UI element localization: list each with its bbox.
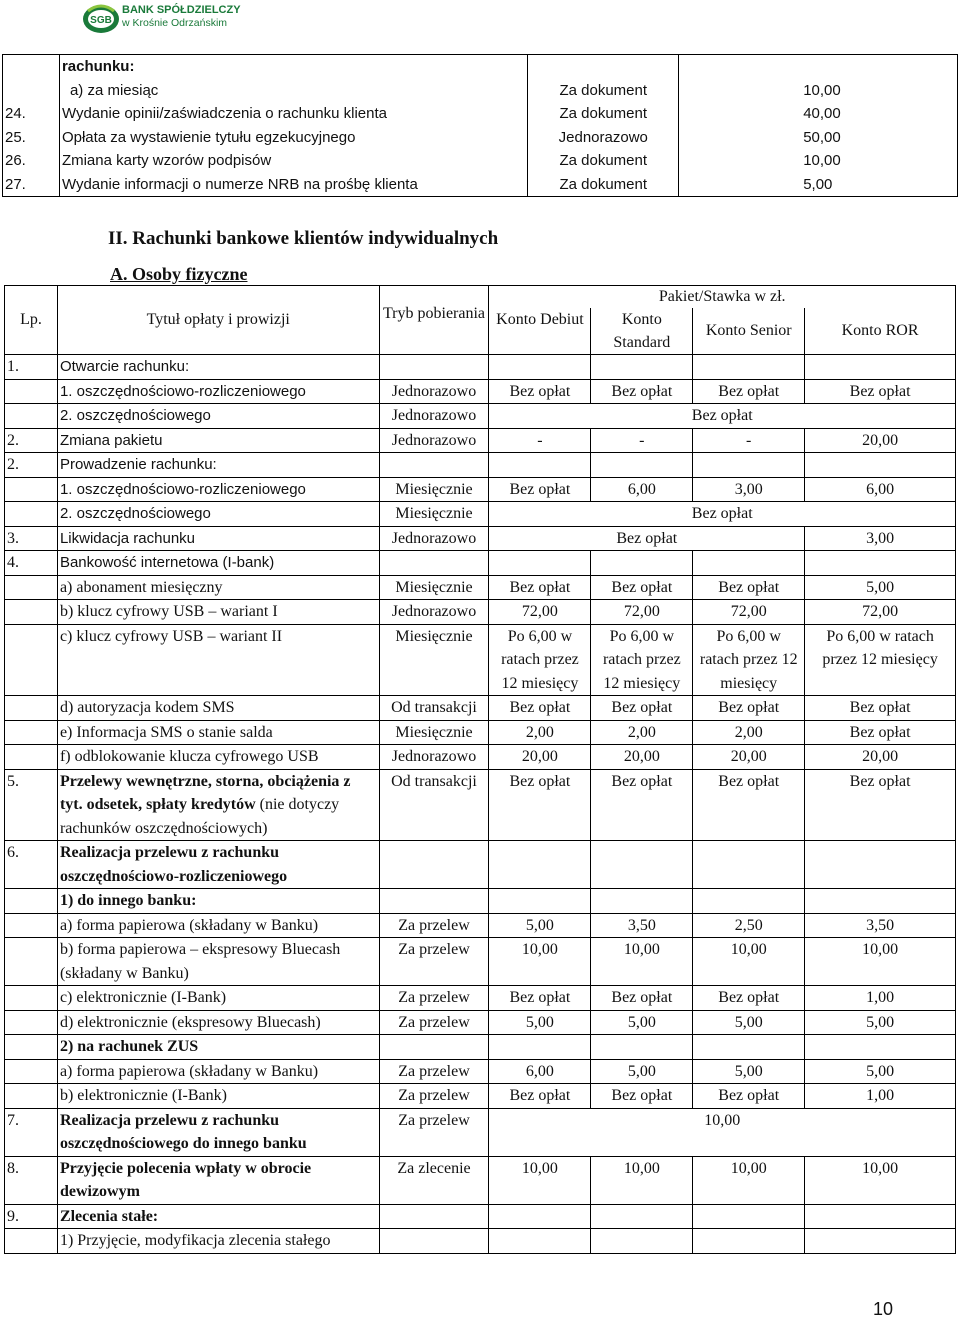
table-row (5, 696, 956, 721)
row-title: Otwarcie rachunku: (57, 355, 379, 380)
table-row (5, 526, 956, 551)
row-value-standard (591, 1204, 693, 1229)
row-value-ror (805, 453, 956, 478)
row-value-senior (693, 453, 805, 478)
table-row (5, 477, 956, 502)
row-mode (528, 55, 679, 79)
row-number (5, 404, 58, 429)
row-title (57, 769, 379, 841)
row-mode (379, 355, 489, 380)
row-mode: Miesięcznie (379, 477, 489, 502)
row-number: 26. (3, 149, 60, 173)
row-value-ror: 1,00 (805, 986, 956, 1011)
row-value-debiut (489, 1229, 591, 1254)
row-value-senior: 2,50 (693, 913, 805, 938)
page-number: 10 (873, 1299, 894, 1319)
row-number: 3. (5, 526, 58, 551)
row-value-debiut: Bez opłat (489, 1084, 591, 1109)
row-number (5, 502, 58, 527)
row-number (5, 745, 58, 770)
row-mode: Od transakcji (379, 769, 489, 841)
row-value-standard: 3,50 (591, 913, 693, 938)
row-mode: Za przelew (379, 1084, 489, 1109)
row-title: 1. oszczędnościowo-rozliczeniowego (57, 477, 379, 502)
table-row (5, 453, 956, 478)
row-title: 1) do innego banku: (57, 889, 379, 914)
row-value-senior (693, 1035, 805, 1060)
row-number: 2. (5, 453, 58, 478)
row-title: rachunku: (59, 55, 527, 79)
row-number: 24. (3, 102, 60, 126)
row-number (5, 624, 58, 696)
row-value-senior (693, 551, 805, 576)
table-row (5, 502, 956, 527)
table-row (5, 1035, 956, 1060)
fee-table-individuals (4, 285, 956, 1254)
row-mode: Za zlecenie (379, 1156, 489, 1204)
row-value-ror: 20,00 (805, 745, 956, 770)
row-value-standard: Bez opłat (591, 986, 693, 1011)
row-value-ror (805, 551, 956, 576)
row-title: Wydanie informacji o numerze NRB na prośbę klienta (59, 173, 527, 197)
row-value-debiut: Bez opłat (489, 696, 591, 721)
row-mode: Za przelew (379, 1010, 489, 1035)
row-title: a) forma papierowa (składany w Banku) (57, 1059, 379, 1084)
row-mode: Jednorazowo (379, 428, 489, 453)
row-value-debiut: Bez opłat (489, 379, 591, 404)
row-value-debiut: Bez opłat (489, 986, 591, 1011)
row-title: e) Informacja SMS o stanie salda (57, 720, 379, 745)
row-title: Wydanie opinii/zaświadczenia o rachunku klienta (59, 102, 527, 126)
row-value-debiut (489, 453, 591, 478)
row-value-standard: 5,00 (591, 1010, 693, 1035)
row-value-standard: Bez opłat (591, 575, 693, 600)
row-number (5, 575, 58, 600)
row-mode: Od transakcji (379, 696, 489, 721)
row-value-standard (591, 889, 693, 914)
row-title: b) elektronicznie (I-Bank) (57, 1084, 379, 1109)
row-value-debiut-senior: Bez opłat (489, 526, 805, 551)
row-mode (379, 1035, 489, 1060)
table-header-row (5, 286, 956, 309)
row-value-ror: 6,00 (805, 477, 956, 502)
row-value-debiut: 5,00 (489, 1010, 591, 1035)
table-row (3, 55, 958, 79)
table-row (5, 841, 956, 889)
row-value-debiut: 72,00 (489, 600, 591, 625)
row-value-senior (693, 841, 805, 889)
row-mode: Za przelew (379, 913, 489, 938)
row-number (5, 1035, 58, 1060)
row-value-debiut (489, 355, 591, 380)
row-value-standard (591, 355, 693, 380)
row-number (5, 379, 58, 404)
row-title-bold: Przelewy wewnętrzne, storna, obciążenia z tyt. odsetek, spłaty kredytów (59, 772, 351, 813)
row-mode: Jednorazowo (528, 126, 679, 150)
row-amount (679, 55, 958, 79)
row-number: 25. (3, 126, 60, 150)
row-amount: 10,00 (679, 149, 958, 173)
row-value-ror (805, 1035, 956, 1060)
row-mode: Za przelew (379, 1108, 489, 1156)
row-value-standard: 6,00 (591, 477, 693, 502)
row-value-senior: 3,00 (693, 477, 805, 502)
row-value-debiut (489, 889, 591, 914)
row-number: 27. (3, 173, 60, 197)
row-value-senior (693, 889, 805, 914)
row-title-note: (nie dotyczy rachunków oszczędnościowych) (59, 796, 340, 837)
row-title: d) elektronicznie (ekspresowy Bluecash) (57, 1010, 379, 1035)
row-mode: Miesięcznie (379, 575, 489, 600)
table-row (3, 79, 958, 103)
row-title: 1. oszczędnościowo-rozliczeniowego (57, 379, 379, 404)
row-amount: 10,00 (679, 79, 958, 103)
row-value-standard: 72,00 (591, 600, 693, 625)
row-value-standard: 5,00 (591, 1059, 693, 1084)
row-value-ror: 5,00 (805, 1059, 956, 1084)
row-value-debiut: 20,00 (489, 745, 591, 770)
row-value-senior: Bez opłat (693, 696, 805, 721)
row-value-ror: 10,00 (805, 938, 956, 986)
row-value-senior: Bez opłat (693, 769, 805, 841)
row-value-ror: Bez opłat (805, 379, 956, 404)
row-mode: Jednorazowo (379, 745, 489, 770)
row-title: 2. oszczędnościowego (57, 404, 379, 429)
table-row (5, 551, 956, 576)
row-value-standard (591, 1035, 693, 1060)
table-row (5, 913, 956, 938)
row-title: 2. oszczędnościowego (57, 502, 379, 527)
row-value-debiut (489, 1035, 591, 1060)
row-value-debiut: Bez opłat (489, 477, 591, 502)
row-title: 2) na rachunek ZUS (57, 1035, 379, 1060)
row-value-standard (591, 841, 693, 889)
row-number: 9. (5, 1204, 58, 1229)
row-value-debiut (489, 551, 591, 576)
row-amount: 5,00 (679, 173, 958, 197)
row-number: 7. (5, 1108, 58, 1156)
table-row (5, 938, 956, 986)
table-row (3, 149, 958, 173)
row-mode: Miesięcznie (379, 502, 489, 527)
row-value-ror (805, 889, 956, 914)
table-row (5, 889, 956, 914)
bank-logo (82, 2, 242, 36)
row-mode: Jednorazowo (379, 379, 489, 404)
table-row (5, 1156, 956, 1204)
row-mode (379, 1229, 489, 1254)
row-number (5, 889, 58, 914)
row-value-standard (591, 453, 693, 478)
row-number (5, 913, 58, 938)
row-number: 2. (5, 428, 58, 453)
row-value-senior: Bez opłat (693, 986, 805, 1011)
row-value-debiut: 5,00 (489, 913, 591, 938)
row-title: a) forma papierowa (składany w Banku) (57, 913, 379, 938)
row-number (3, 55, 60, 79)
row-value-senior: 10,00 (693, 1156, 805, 1204)
table-row (5, 1204, 956, 1229)
header-lp: Lp. (5, 286, 58, 355)
row-value-senior: Po 6,00 w ratach przez 12 miesięcy (693, 624, 805, 696)
row-mode (379, 889, 489, 914)
row-value-debiut: Po 6,00 w ratach przez 12 miesięcy (489, 624, 591, 696)
row-number: 1. (5, 355, 58, 380)
row-title: c) elektronicznie (I-Bank) (57, 986, 379, 1011)
row-number: 8. (5, 1156, 58, 1204)
row-mode: Za dokument (528, 149, 679, 173)
header-package: Pakiet/Stawka w zł. (489, 286, 956, 309)
row-mode: Za przelew (379, 938, 489, 986)
row-number: 4. (5, 551, 58, 576)
row-value-senior: 10,00 (693, 938, 805, 986)
table-row (5, 1229, 956, 1254)
row-title: Zmiana pakietu (57, 428, 379, 453)
row-amount: 50,00 (679, 126, 958, 150)
row-value-standard: Bez opłat (591, 696, 693, 721)
header-title: Tytuł opłaty i prowizji (57, 286, 379, 355)
row-title: Realizacja przelewu z rachunku oszczędnościowo-rozliczeniowego (57, 841, 379, 889)
row-value-all: Bez opłat (489, 404, 956, 429)
row-mode: Za przelew (379, 1059, 489, 1084)
row-value-debiut: Bez opłat (489, 575, 591, 600)
row-value-senior: 72,00 (693, 600, 805, 625)
table-row (5, 428, 956, 453)
header-debiut: Konto Debiut (489, 308, 591, 355)
row-value-debiut (489, 1204, 591, 1229)
row-mode: Za dokument (528, 173, 679, 197)
row-value-ror: Bez opłat (805, 769, 956, 841)
row-mode (379, 841, 489, 889)
row-value-debiut: Bez opłat (489, 769, 591, 841)
row-title: f) odblokowanie klucza cyfrowego USB (57, 745, 379, 770)
row-number (5, 1084, 58, 1109)
table-row (5, 745, 956, 770)
row-number (5, 720, 58, 745)
row-value-senior (693, 1229, 805, 1254)
row-value-ror: Po 6,00 w ratach przez 12 miesięcy (805, 624, 956, 696)
row-mode: Jednorazowo (379, 404, 489, 429)
table-row (3, 102, 958, 126)
row-title: d) autoryzacja kodem SMS (57, 696, 379, 721)
row-value-senior: 20,00 (693, 745, 805, 770)
row-value-senior (693, 355, 805, 380)
row-value-standard: - (591, 428, 693, 453)
row-value-senior (693, 1204, 805, 1229)
row-title: Realizacja przelewu z rachunku oszczędnościowego do innego banku (57, 1108, 379, 1156)
row-number (5, 1229, 58, 1254)
row-value-ror: 20,00 (805, 428, 956, 453)
row-mode: Jednorazowo (379, 526, 489, 551)
row-value-debiut: 2,00 (489, 720, 591, 745)
row-number (5, 938, 58, 986)
row-value-debiut: 6,00 (489, 1059, 591, 1084)
row-value-ror (805, 1229, 956, 1254)
row-title: Likwidacja rachunku (57, 526, 379, 551)
row-title: Opłata za wystawienie tytułu egzekucyjnego (59, 126, 527, 150)
row-value-ror: 1,00 (805, 1084, 956, 1109)
table-row (5, 720, 956, 745)
table-row (5, 1010, 956, 1035)
row-value-senior: 5,00 (693, 1010, 805, 1035)
row-mode: Za dokument (528, 102, 679, 126)
table-row (5, 1084, 956, 1109)
row-mode: Za dokument (528, 79, 679, 103)
row-value-standard: Po 6,00 w ratach przez 12 miesięcy (591, 624, 693, 696)
row-number (5, 1010, 58, 1035)
table-row (5, 769, 956, 841)
row-value-standard (591, 1229, 693, 1254)
table-row (3, 173, 958, 197)
row-title: a) abonament miesięczny (57, 575, 379, 600)
row-value-debiut: 10,00 (489, 1156, 591, 1204)
row-value-standard: 10,00 (591, 938, 693, 986)
header-mode: Tryb pobierania (379, 286, 489, 355)
row-value-ror: 10,00 (805, 1156, 956, 1204)
row-mode (379, 551, 489, 576)
row-number: 6. (5, 841, 58, 889)
row-value-ror: Bez opłat (805, 696, 956, 721)
row-number (5, 696, 58, 721)
header-senior: Konto Senior (693, 308, 805, 355)
row-mode (379, 1204, 489, 1229)
table-row (5, 1108, 956, 1156)
header-standard: Konto Standard (591, 308, 693, 355)
row-value-standard: 10,00 (591, 1156, 693, 1204)
table-row (5, 404, 956, 429)
row-title: a) za miesiąc (59, 79, 527, 103)
row-value-ror: 3,00 (805, 526, 956, 551)
row-value-debiut (489, 841, 591, 889)
table-row (5, 1059, 956, 1084)
row-value-ror (805, 1204, 956, 1229)
row-value-ror: 3,50 (805, 913, 956, 938)
table-row (5, 379, 956, 404)
row-value-standard: 2,00 (591, 720, 693, 745)
sgb-logo-icon (82, 3, 120, 35)
row-value-senior: Bez opłat (693, 575, 805, 600)
row-value-debiut: 10,00 (489, 938, 591, 986)
header-ror: Konto ROR (805, 308, 956, 355)
row-number (3, 79, 60, 103)
row-value-ror: 5,00 (805, 575, 956, 600)
row-title: Zmiana karty wzorów podpisów (59, 149, 527, 173)
row-number: 5. (5, 769, 58, 841)
row-title: Przyjęcie polecenia wpłaty w obrocie dewizowym (57, 1156, 379, 1204)
row-value-senior: - (693, 428, 805, 453)
table-row (5, 355, 956, 380)
row-value-all: 10,00 (489, 1108, 956, 1156)
row-mode: Za przelew (379, 986, 489, 1011)
row-title: Zlecenia stałe: (57, 1204, 379, 1229)
section-title: II. Rachunki bankowe klientów indywidualnych (108, 228, 499, 249)
row-value-debiut: - (489, 428, 591, 453)
row-title: Prowadzenie rachunku: (57, 453, 379, 478)
row-title: 1) Przyjęcie, modyfikacja zlecenia stałego (57, 1229, 379, 1254)
row-value-standard: Bez opłat (591, 1084, 693, 1109)
table-row (5, 575, 956, 600)
row-value-all: Bez opłat (489, 502, 956, 527)
row-value-senior: Bez opłat (693, 379, 805, 404)
table-row (5, 624, 956, 696)
row-mode: Jednorazowo (379, 600, 489, 625)
row-mode (379, 453, 489, 478)
row-value-ror (805, 355, 956, 380)
table-row (3, 126, 958, 150)
row-value-standard (591, 551, 693, 576)
row-amount: 40,00 (679, 102, 958, 126)
row-title: b) klucz cyfrowy USB – wariant I (57, 600, 379, 625)
row-value-standard: 20,00 (591, 745, 693, 770)
row-value-ror: 72,00 (805, 600, 956, 625)
row-value-senior: Bez opłat (693, 1084, 805, 1109)
row-value-standard: Bez opłat (591, 379, 693, 404)
row-mode: Miesięcznie (379, 624, 489, 696)
row-number (5, 477, 58, 502)
row-value-senior: 2,00 (693, 720, 805, 745)
row-value-ror (805, 841, 956, 889)
row-title: c) klucz cyfrowy USB – wariant II (57, 624, 379, 696)
row-value-senior: 5,00 (693, 1059, 805, 1084)
row-value-standard: Bez opłat (591, 769, 693, 841)
row-number (5, 1059, 58, 1084)
row-value-ror: Bez opłat (805, 720, 956, 745)
subsection-title: A. Osoby fizyczne (110, 264, 248, 284)
row-number (5, 986, 58, 1011)
row-title: b) forma papierowa – ekspresowy Bluecash (składany w Banku) (57, 938, 379, 986)
row-title: Bankowość internetowa (I-bank) (57, 551, 379, 576)
table-row (5, 986, 956, 1011)
bank-name: BANK SPÓŁDZIELCZY (122, 4, 241, 16)
svg-text:SGB: SGB (90, 15, 112, 26)
row-mode: Miesięcznie (379, 720, 489, 745)
row-value-ror: 5,00 (805, 1010, 956, 1035)
table-row (5, 600, 956, 625)
row-number (5, 600, 58, 625)
bank-city: w Krośnie Odrzańskim (122, 17, 228, 29)
fee-table-continued (2, 54, 958, 197)
